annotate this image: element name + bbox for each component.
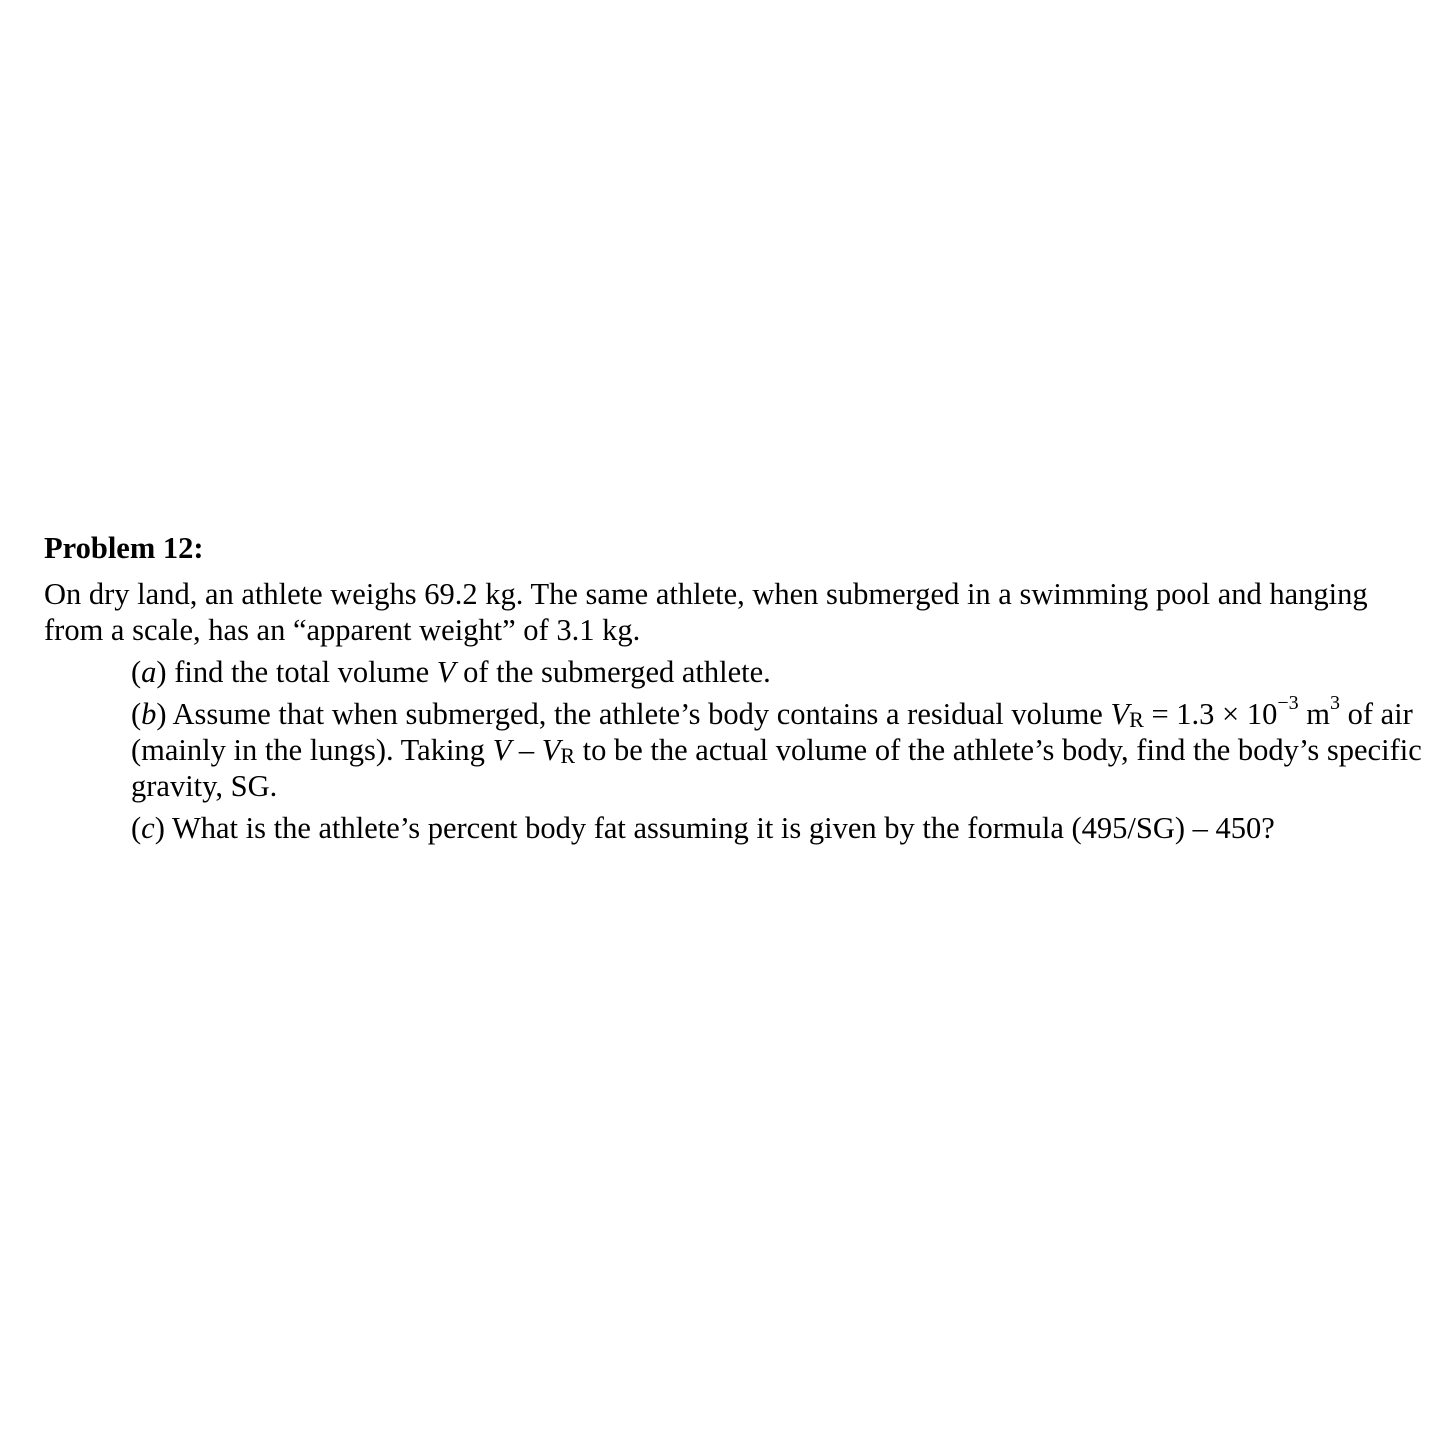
problem-block: [44, 530, 1424, 852]
part-c-text: (c) What is the athlete’s percent body fat assuming it is given by the formula (495/SG) – 450?: [131, 811, 1275, 845]
var-v: V: [1110, 697, 1130, 731]
part-a-label: a: [141, 655, 157, 689]
part-a: [131, 654, 1424, 690]
part-c: [131, 810, 1424, 846]
exponent: −3: [1277, 692, 1299, 714]
part-b: [131, 692, 1424, 804]
var-v: V: [492, 733, 512, 767]
unit-exponent: 3: [1329, 692, 1340, 714]
problem-title: Problem 12:: [44, 531, 204, 565]
part-b-text: (b) Assume that when submerged, the athlete’s body contains a residual volume $V_R = 1.3 \times 10^{-3}$ $m^3$ of air (mainly in the lungs). Taking V – $V_R$ to be the actual volume of the athlete’s body, find the body’s specific gravity, SG.: [131, 692, 1422, 803]
subscript-r: R: [560, 743, 576, 768]
var-v: V: [436, 655, 456, 689]
part-b-label: b: [141, 697, 157, 731]
part-a-text: (a) find the total volume V of the submerged athlete.: [131, 655, 771, 689]
part-c-label: c: [141, 811, 155, 845]
problem-intro: On dry land, an athlete weighs 69.2 kg. The same athlete, when submerged in a swimming pool and hanging from a scale, has an “apparent weight” of 3.1 kg.: [44, 577, 1368, 647]
var-v: V: [541, 733, 561, 767]
subscript-r: R: [1129, 707, 1144, 732]
